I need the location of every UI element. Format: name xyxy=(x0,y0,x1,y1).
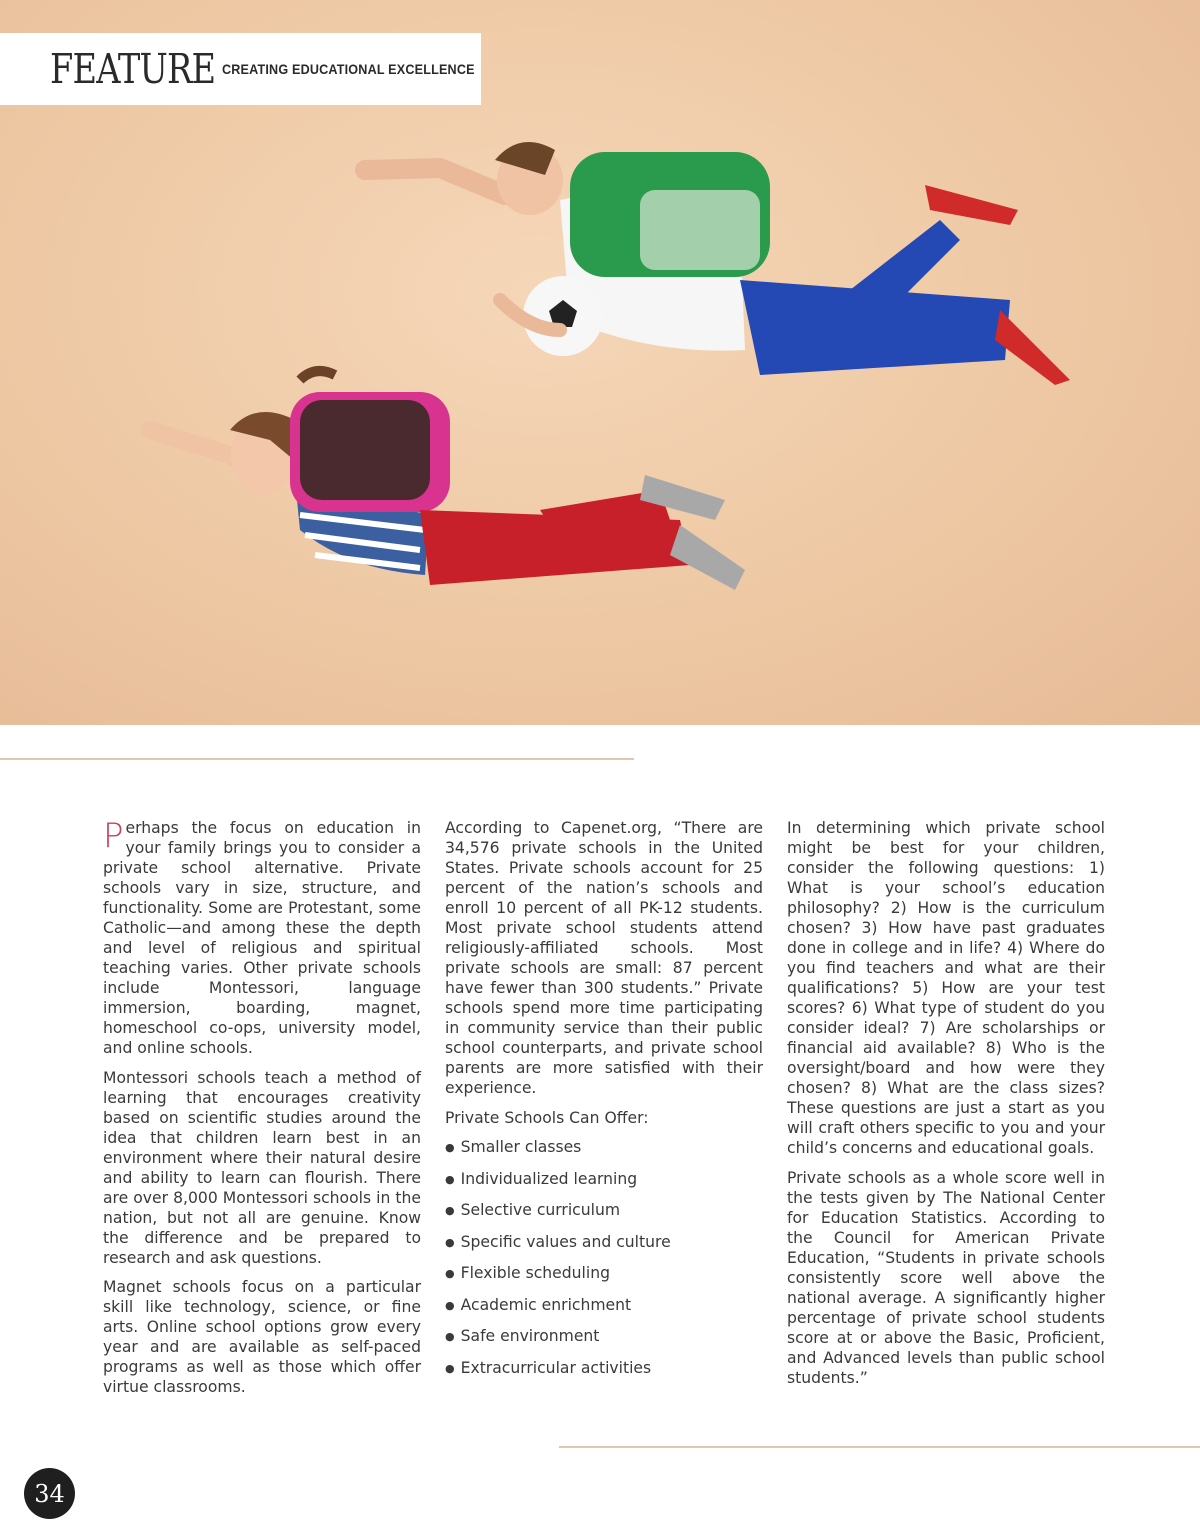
paragraph-intro-text: erhaps the focus on education in your family brings you to consider a private school alternative. Private schools vary in size, structure, and functionality. Some are Protestant, some Catholic—and among these the depth and level of religious and spiritual teaching varies. Other private schools include Montessori, language immersion, boarding, magnet, homeschool co-ops, university model, and online schools. xyxy=(103,819,421,1057)
photo-icon xyxy=(0,0,1200,725)
list-item: ● Safe environment xyxy=(445,1326,763,1348)
paragraph-intro xyxy=(103,818,421,1058)
paragraph-capenet: According to Capenet.org, “There are 34,576 private schools in the United States. Private schools account for 25 percent of the nation’s schools and enroll 10 percent of all PK-12 students. Most private school students attend religiously-affiliated schools. Most private schools are small: 87 percent have fewer than 300 students.” Private schools spend more time participating in community service than their public school counterparts, and private school parents are more satisfied with their experience. xyxy=(445,819,763,1097)
girl-figure xyxy=(150,371,745,590)
column-2 xyxy=(445,818,763,1389)
top-rule xyxy=(0,758,634,760)
feature-header xyxy=(0,33,481,105)
bottom-rule xyxy=(559,1446,1200,1448)
boy-figure xyxy=(365,142,1070,385)
paragraph-montessori: Montessori schools teach a method of learning that encourages creativity based on scientific studies around the idea that children learn best in an environment where their natural desire and ability to learn can flourish. There are over 8,000 Montessori schools in the nation, but not all are genuine. Know the difference and be prepared to research and ask questions. xyxy=(103,1068,421,1267)
offer-list xyxy=(445,1137,763,1380)
paragraph-magnet: Magnet schools focus on a particular skill like technology, science, or fine arts. Online school options grow every year and are available as self-paced programs as well as those which offer virtue classrooms. xyxy=(103,1278,421,1396)
paragraph-questions: In determining which private school might be best for your children, consider the following questions: 1) What is your school’s education philosophy? 2) How is the curriculum chosen? 3) How have past graduates done in college and in life? 4) Where do you find teachers and what are their qualifications? 5) How are your test scores? 6) What type of student do you consider ideal? 7) Are scholarships or financial aid available? 8) Who is the oversight/board and how were they chosen? 8) What are the class sizes? These questions are just a start as you will craft others specific to you and your child’s concerns and educational goals. xyxy=(787,819,1105,1157)
list-item: ● Extracurricular activities xyxy=(445,1358,763,1380)
list-item: ● Flexible scheduling xyxy=(445,1263,763,1285)
list-item: ● Individualized learning xyxy=(445,1169,763,1191)
list-item: ● Academic enrichment xyxy=(445,1295,763,1317)
list-heading: Private Schools Can Offer: xyxy=(445,1108,649,1127)
list-item: ● Selective curriculum xyxy=(445,1200,763,1222)
paragraph-scores: Private schools as a whole score well in the tests given by The National Center for Education Statistics. According to the Council for American Private Education, “Students in private schools consistently score well above the national average. A significantly higher percentage of private school students score at or above the Basic, Proficient, and Advanced levels than public school students.” xyxy=(787,1168,1105,1387)
column-3 xyxy=(787,818,1105,1397)
hero-photo xyxy=(0,0,1200,725)
section-subtitle: CREATING EDUCATIONAL EXCELLENCE xyxy=(222,61,475,77)
list-item: ● Specific values and culture xyxy=(445,1232,763,1254)
page-number: 34 xyxy=(24,1468,75,1519)
column-1 xyxy=(103,818,421,1407)
section-title: FEATURE xyxy=(50,44,216,93)
list-item: ● Smaller classes xyxy=(445,1137,763,1159)
drop-cap: P xyxy=(103,816,124,856)
